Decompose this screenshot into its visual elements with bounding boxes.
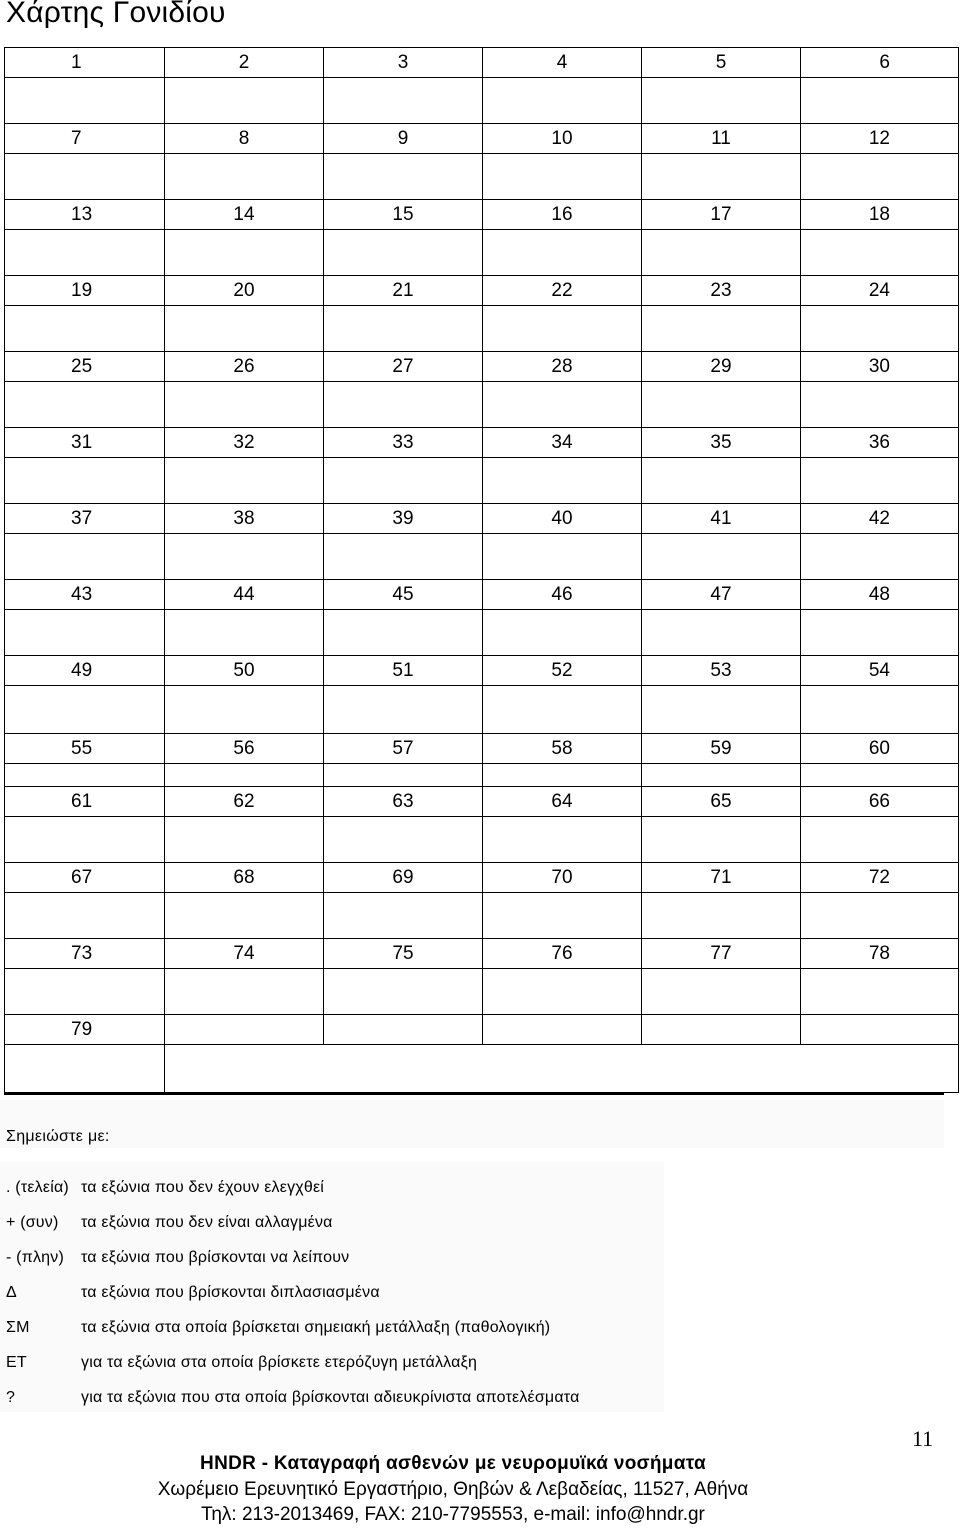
exon-result-cell[interactable] — [801, 893, 959, 939]
exon-number-cell: 7 — [5, 124, 165, 154]
exon-result-cell[interactable] — [324, 686, 483, 734]
exon-number-cell: 34 — [483, 428, 642, 458]
exon-number-row — [5, 200, 959, 230]
exon-result-cell[interactable] — [165, 306, 324, 352]
legend-description: τα εξώνια που βρίσκονται διπλασιασμένα — [81, 1284, 380, 1301]
exon-number-cell: 75 — [324, 939, 483, 969]
exon-number-cell: 15 — [324, 200, 483, 230]
exon-result-cell[interactable] — [483, 969, 642, 1015]
legend-symbol: ΣΜ — [6, 1319, 30, 1336]
exon-number-cell: 60 — [801, 734, 959, 764]
exon-result-row — [5, 382, 959, 428]
exon-result-cell[interactable] — [483, 458, 642, 504]
exon-number-cell: 47 — [642, 580, 801, 610]
exon-number-cell: 64 — [483, 787, 642, 817]
exon-result-row — [5, 1045, 959, 1093]
exon-number-cell: 45 — [324, 580, 483, 610]
exon-number-cell: 41 — [642, 504, 801, 534]
exon-number-cell: 38 — [165, 504, 324, 534]
exon-result-cell[interactable] — [165, 686, 324, 734]
exon-result-cell[interactable] — [324, 78, 483, 124]
exon-result-cell[interactable] — [324, 764, 483, 787]
exon-result-cell[interactable] — [801, 230, 959, 276]
exon-result-cell[interactable] — [642, 382, 801, 428]
exon-number-cell: 18 — [801, 200, 959, 230]
exon-result-cell[interactable] — [5, 764, 165, 787]
exon-number-cell: 2 — [165, 48, 324, 78]
exon-number-cell: 24 — [801, 276, 959, 306]
exon-number-cell: 73 — [5, 939, 165, 969]
exon-result-cell[interactable] — [801, 382, 959, 428]
exon-result-cell[interactable] — [5, 969, 165, 1015]
exon-result-cell[interactable] — [801, 534, 959, 580]
exon-number-cell — [801, 1015, 959, 1045]
exon-number-cell: 19 — [5, 276, 165, 306]
exon-number-row — [5, 787, 959, 817]
exon-number-cell: 31 — [5, 428, 165, 458]
exon-result-cell[interactable] — [165, 610, 324, 656]
exon-result-cell[interactable] — [642, 306, 801, 352]
exon-number-row — [5, 352, 959, 382]
exon-result-cell[interactable] — [5, 817, 165, 863]
exon-number-row — [5, 939, 959, 969]
exon-number-cell: 78 — [801, 939, 959, 969]
exon-number-cell: 8 — [165, 124, 324, 154]
exon-result-cell[interactable] — [801, 458, 959, 504]
exon-result-cell[interactable] — [5, 230, 165, 276]
exon-number-cell: 52 — [483, 656, 642, 686]
legend-symbol: ? — [6, 1389, 16, 1406]
exon-number-cell: 71 — [642, 863, 801, 893]
exon-result-cell[interactable] — [165, 458, 324, 504]
exon-number-cell: 13 — [5, 200, 165, 230]
exon-number-cell: 11 — [642, 124, 801, 154]
exon-number-cell: 21 — [324, 276, 483, 306]
exon-result-cell[interactable] — [483, 230, 642, 276]
legend-description: για τα εξώνια που στα οποία βρίσκονται αδιευκρίνιστα αποτελέσματα — [81, 1389, 580, 1406]
exon-number-cell: 62 — [165, 787, 324, 817]
exon-result-cell[interactable] — [165, 534, 324, 580]
page-number: 11 — [912, 1426, 934, 1451]
exon-result-row — [5, 154, 959, 200]
exon-result-row — [5, 230, 959, 276]
exon-number-cell: 54 — [801, 656, 959, 686]
exon-number-cell — [324, 1015, 483, 1045]
exon-number-cell — [483, 1015, 642, 1045]
exon-result-cell[interactable] — [801, 306, 959, 352]
exon-result-cell[interactable] — [5, 458, 165, 504]
exon-number-cell: 14 — [165, 200, 324, 230]
exon-result-cell[interactable] — [324, 230, 483, 276]
exon-result-cell[interactable] — [483, 382, 642, 428]
legend-description: για τα εξώνια στα οποία βρίσκετε ετερόζυγη μετάλλαξη — [81, 1354, 478, 1371]
exon-result-cell[interactable] — [324, 306, 483, 352]
exon-result-row — [5, 610, 959, 656]
exon-number-cell: 53 — [642, 656, 801, 686]
exon-number-row — [5, 48, 959, 78]
footer-contact: Τηλ: 213-2013469, FAX: 210-7795553, e-mail: info@hndr.gr — [201, 1504, 705, 1525]
exon-number-row — [5, 504, 959, 534]
exon-result-cell[interactable] — [5, 78, 165, 124]
exon-number-cell: 26 — [165, 352, 324, 382]
exon-number-row — [5, 656, 959, 686]
exon-number-row — [5, 124, 959, 154]
exon-number-cell — [165, 1015, 324, 1045]
exon-result-cell[interactable] — [642, 686, 801, 734]
exon-result-cell[interactable] — [165, 969, 324, 1015]
exon-result-row — [5, 458, 959, 504]
exon-result-cell[interactable] — [801, 817, 959, 863]
exon-number-cell: 35 — [642, 428, 801, 458]
exon-number-cell: 63 — [324, 787, 483, 817]
exon-result-cell[interactable] — [801, 686, 959, 734]
exon-number-cell: 50 — [165, 656, 324, 686]
exon-number-cell: 39 — [324, 504, 483, 534]
legend-item — [0, 1316, 700, 1351]
exon-result-cell[interactable] — [5, 893, 165, 939]
exon-result-cell[interactable] — [483, 764, 642, 787]
exon-result-row — [5, 893, 959, 939]
exon-result-row — [5, 306, 959, 352]
legend-description: τα εξώνια που βρίσκονται να λείπουν — [81, 1249, 350, 1266]
exon-result-cell[interactable] — [801, 610, 959, 656]
exon-result-cell[interactable] — [165, 893, 324, 939]
legend-symbol: ΕΤ — [6, 1354, 27, 1371]
notes-background — [0, 1100, 944, 1148]
exon-result-cell[interactable] — [801, 154, 959, 200]
legend-symbol: Δ — [6, 1284, 17, 1301]
exon-number-cell: 23 — [642, 276, 801, 306]
exon-number-cell: 72 — [801, 863, 959, 893]
exon-number-row — [5, 863, 959, 893]
exon-result-cell[interactable] — [483, 154, 642, 200]
exon-number-cell: 69 — [324, 863, 483, 893]
exon-number-cell: 1 — [5, 48, 165, 78]
exon-result-cell[interactable] — [642, 458, 801, 504]
exon-number-cell: 4 — [483, 48, 642, 78]
exon-result-cell[interactable] — [165, 78, 324, 124]
exon-result-cell[interactable] — [642, 817, 801, 863]
exon-number-cell: 74 — [165, 939, 324, 969]
legend-item — [0, 1176, 700, 1211]
exon-result-cell[interactable] — [324, 817, 483, 863]
exon-number-cell: 58 — [483, 734, 642, 764]
exon-result-cell[interactable] — [324, 154, 483, 200]
exon-result-cell[interactable] — [165, 1045, 959, 1093]
exon-result-cell[interactable] — [483, 686, 642, 734]
exon-number-cell: 9 — [324, 124, 483, 154]
exon-result-cell[interactable] — [801, 78, 959, 124]
exon-result-row — [5, 969, 959, 1015]
exon-result-cell[interactable] — [324, 969, 483, 1015]
exon-result-row — [5, 534, 959, 580]
exon-number-cell: 6 — [801, 48, 959, 78]
exon-result-cell[interactable] — [483, 534, 642, 580]
footer-title: HNDR - Καταγραφή ασθενών με νευρομυϊκά νοσήματα — [200, 1453, 706, 1474]
exon-number-cell: 32 — [165, 428, 324, 458]
footer — [0, 1451, 906, 1527]
exon-number-cell: 57 — [324, 734, 483, 764]
exon-number-cell: 40 — [483, 504, 642, 534]
exon-result-cell[interactable] — [642, 764, 801, 787]
exon-number-cell: 22 — [483, 276, 642, 306]
exon-number-cell: 29 — [642, 352, 801, 382]
exon-result-cell[interactable] — [324, 893, 483, 939]
exon-result-cell[interactable] — [5, 686, 165, 734]
exon-number-cell: 76 — [483, 939, 642, 969]
exon-number-cell: 43 — [5, 580, 165, 610]
exon-result-cell[interactable] — [5, 382, 165, 428]
exon-result-cell[interactable] — [5, 154, 165, 200]
exon-result-cell[interactable] — [5, 610, 165, 656]
exon-number-cell: 16 — [483, 200, 642, 230]
exon-result-cell[interactable] — [5, 306, 165, 352]
exon-result-cell[interactable] — [801, 764, 959, 787]
exon-result-row — [5, 817, 959, 863]
exon-result-cell[interactable] — [483, 306, 642, 352]
exon-number-cell: 27 — [324, 352, 483, 382]
exon-result-cell[interactable] — [483, 78, 642, 124]
legend-description: τα εξώνια στα οποία βρίσκεται σημειακή μετάλλαξη (παθολογική) — [81, 1319, 551, 1336]
exon-result-cell[interactable] — [483, 817, 642, 863]
exon-number-cell: 37 — [5, 504, 165, 534]
exon-number-cell: 46 — [483, 580, 642, 610]
exon-number-row — [5, 734, 959, 764]
legend-item — [0, 1281, 700, 1316]
legend-list — [0, 1176, 700, 1421]
exon-result-cell[interactable] — [5, 534, 165, 580]
exon-number-cell: 61 — [5, 787, 165, 817]
exon-number-cell: 5 — [642, 48, 801, 78]
exon-number-cell: 36 — [801, 428, 959, 458]
exon-number-cell: 17 — [642, 200, 801, 230]
exon-result-cell[interactable] — [165, 230, 324, 276]
exon-result-cell[interactable] — [483, 893, 642, 939]
exon-result-cell[interactable] — [324, 458, 483, 504]
exon-result-cell[interactable] — [801, 969, 959, 1015]
exon-number-row — [5, 276, 959, 306]
legend-description: τα εξώνια που δεν είναι αλλαγμένα — [81, 1214, 333, 1231]
exon-result-cell[interactable] — [642, 610, 801, 656]
exon-result-cell[interactable] — [165, 817, 324, 863]
exon-result-cell[interactable] — [165, 764, 324, 787]
exon-result-cell[interactable] — [642, 534, 801, 580]
exon-number-cell: 65 — [642, 787, 801, 817]
exon-number-cell: 33 — [324, 428, 483, 458]
exon-number-cell: 44 — [165, 580, 324, 610]
exon-grid — [4, 47, 959, 1093]
exon-result-cell[interactable] — [5, 1045, 165, 1093]
exon-number-cell: 20 — [165, 276, 324, 306]
table-bottom-rule — [4, 1092, 944, 1095]
exon-result-row — [5, 686, 959, 734]
exon-number-cell: 28 — [483, 352, 642, 382]
legend-item — [0, 1211, 700, 1246]
exon-number-cell: 68 — [165, 863, 324, 893]
exon-number-row — [5, 580, 959, 610]
exon-number-cell: 30 — [801, 352, 959, 382]
exon-number-cell: 48 — [801, 580, 959, 610]
exon-number-cell: 70 — [483, 863, 642, 893]
legend-item — [0, 1246, 700, 1281]
exon-number-cell: 10 — [483, 124, 642, 154]
exon-number-cell: 25 — [5, 352, 165, 382]
legend-item — [0, 1386, 700, 1421]
exon-result-row — [5, 78, 959, 124]
legend-symbol: + (συν) — [6, 1214, 59, 1231]
exon-number-cell: 3 — [324, 48, 483, 78]
notes-title: Σημειώστε με: — [6, 1128, 110, 1145]
exon-number-cell: 55 — [5, 734, 165, 764]
exon-number-cell — [642, 1015, 801, 1045]
exon-number-cell: 66 — [801, 787, 959, 817]
legend-item — [0, 1351, 700, 1386]
exon-result-cell[interactable] — [642, 154, 801, 200]
exon-result-cell[interactable] — [642, 969, 801, 1015]
exon-result-cell[interactable] — [642, 78, 801, 124]
exon-number-cell: 56 — [165, 734, 324, 764]
page-title: Χάρτης Γονιδίου — [6, 0, 226, 29]
exon-result-cell[interactable] — [642, 893, 801, 939]
exon-result-cell[interactable] — [165, 382, 324, 428]
exon-result-cell[interactable] — [642, 230, 801, 276]
footer-address: Χωρέμειο Ερευνητικό Εργαστήριο, Θηβών & Λεβαδείας, 11527, Αθήνα — [157, 1479, 749, 1500]
exon-number-cell: 12 — [801, 124, 959, 154]
exon-result-cell[interactable] — [324, 382, 483, 428]
exon-number-row — [5, 1015, 959, 1045]
exon-number-row — [5, 428, 959, 458]
legend-symbol: - (πλην) — [6, 1249, 64, 1266]
exon-result-row — [5, 764, 959, 787]
exon-result-cell[interactable] — [324, 610, 483, 656]
legend-symbol: . (τελεία) — [6, 1179, 69, 1196]
exon-number-cell: 79 — [5, 1015, 165, 1045]
exon-number-cell: 51 — [324, 656, 483, 686]
exon-number-cell: 67 — [5, 863, 165, 893]
exon-result-cell[interactable] — [165, 154, 324, 200]
exon-number-cell: 42 — [801, 504, 959, 534]
legend-description: τα εξώνια που δεν έχουν ελεγχθεί — [81, 1179, 325, 1196]
exon-number-cell: 49 — [5, 656, 165, 686]
exon-result-cell[interactable] — [324, 534, 483, 580]
exon-number-cell: 77 — [642, 939, 801, 969]
exon-result-cell[interactable] — [483, 610, 642, 656]
exon-number-cell: 59 — [642, 734, 801, 764]
